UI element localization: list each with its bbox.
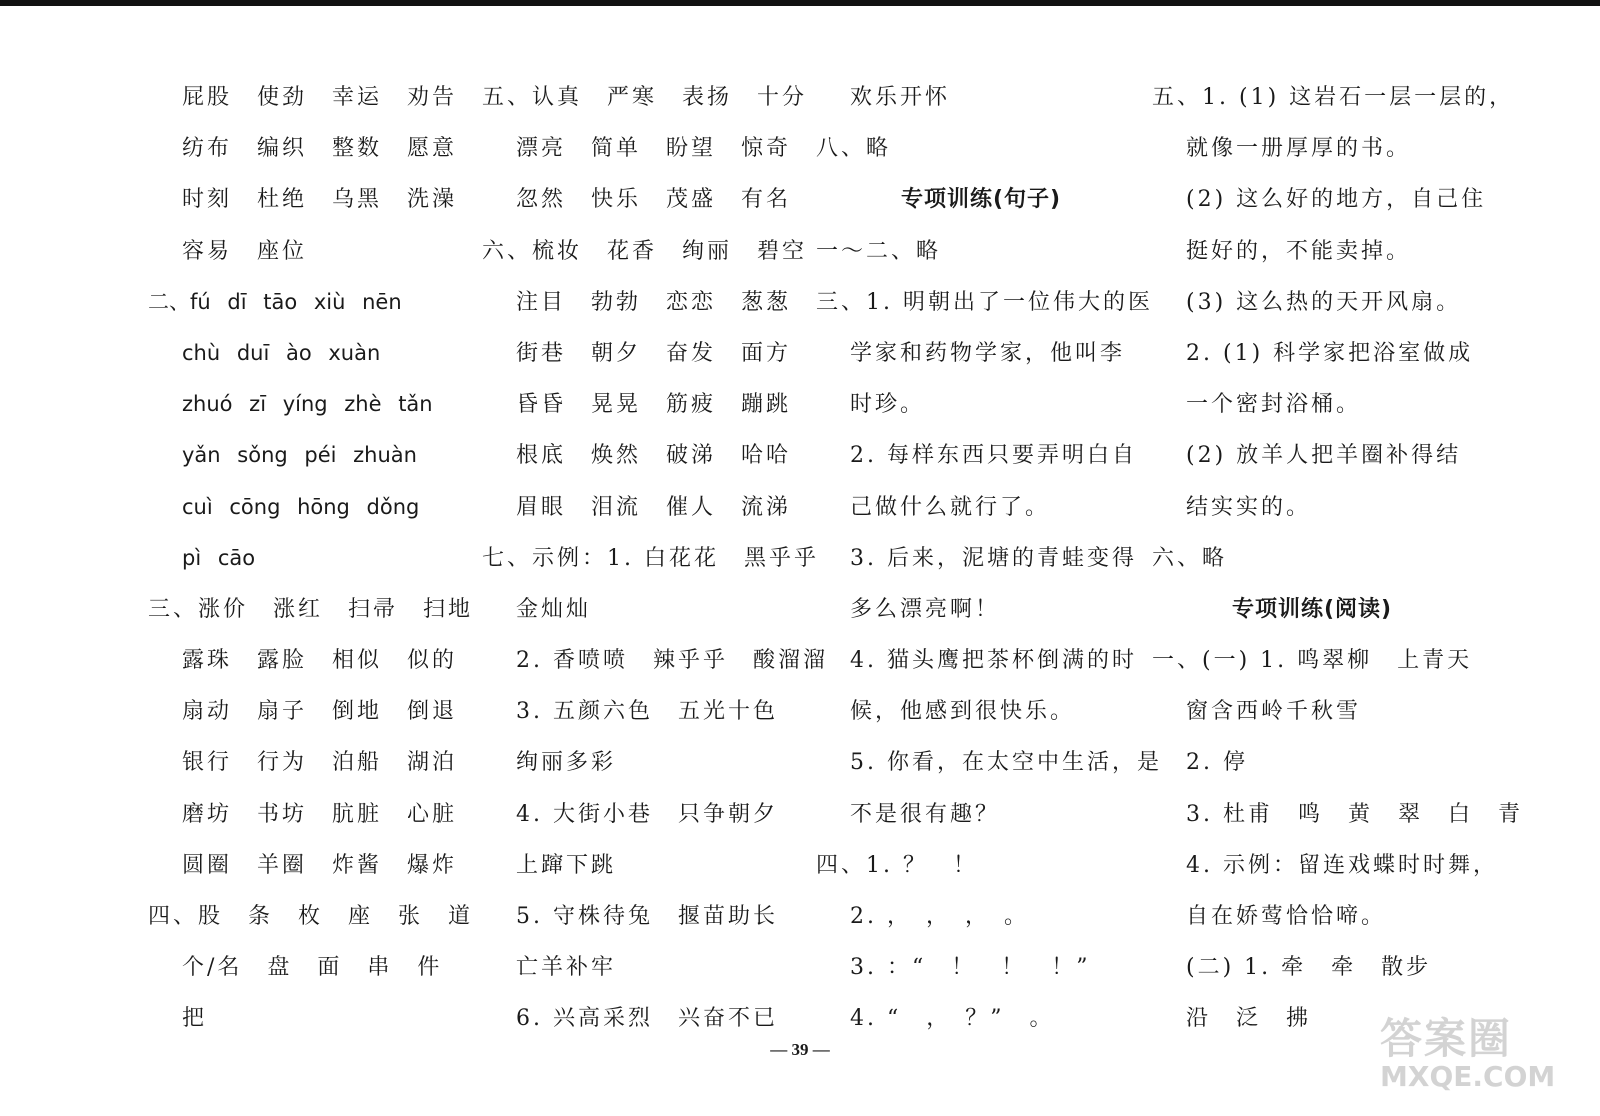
answer-line: 三、涨价 涨红 扫帚 扫地 — [148, 596, 474, 622]
answer-line: 2. (1) 科学家把浴室做成 — [1186, 340, 1474, 366]
answer-line: 3. 杜甫 鸣 黄 翠 白 青 — [1186, 801, 1523, 827]
answer-line: 八、略 — [816, 136, 892, 162]
answer-line: 一个密封浴桶。 — [1186, 392, 1362, 418]
answer-line: 2. 香喷喷 辣乎乎 酸溜溜 — [516, 648, 828, 674]
answer-line: (2) 放羊人把羊圈补得结 — [1186, 443, 1462, 469]
answer-line: (3) 这么热的天开风扇。 — [1186, 289, 1462, 315]
answer-line: 学家和药物学家，他叫李 — [850, 340, 1126, 366]
top-border-rule — [0, 0, 1600, 6]
answer-column-2 — [482, 72, 828, 1045]
section-heading: 专项训练(阅读) — [1231, 596, 1393, 622]
answer-line: 绚丽多彩 — [516, 750, 617, 776]
answer-line: 金灿灿 — [516, 596, 592, 622]
answer-line: (二) 1. 牵 牵 散步 — [1186, 955, 1432, 981]
answer-line: 把 — [182, 1006, 208, 1032]
answer-line: 时刻 杜绝 乌黑 洗澡 — [182, 187, 458, 213]
answer-line: yǎn sǒng péi zhuàn — [182, 443, 417, 468]
answer-line: 根底 焕然 破涕 哈哈 — [516, 443, 792, 469]
answer-line: 挺好的，不能卖掉。 — [1186, 238, 1412, 264]
answer-line: pì cāo — [182, 545, 256, 570]
answer-line: 漂亮 简单 盼望 惊奇 — [516, 136, 792, 162]
page-number: — 39 — — [770, 1040, 830, 1059]
answer-line: 2. 每样东西只要弄明白自 — [850, 443, 1137, 469]
answer-line: 结实实的。 — [1186, 494, 1312, 520]
answer-line: 街巷 朝夕 奋发 面方 — [516, 340, 792, 366]
answer-line: 眉眼 泪流 催人 流涕 — [516, 494, 792, 520]
answer-line: 自在娇莺恰恰啼。 — [1186, 904, 1387, 929]
answer-line: 5. 守株待兔 揠苗助长 — [516, 904, 778, 929]
answer-column-3 — [816, 72, 1162, 1045]
answer-line: 圆圈 羊圈 炸酱 爆炸 — [182, 852, 458, 878]
answer-line: 欢乐开怀 — [850, 85, 951, 110]
answer-line: 6. 兴高采烈 兴奋不已 — [516, 1006, 778, 1032]
answer-line: 多么漂亮啊！ — [850, 596, 1001, 622]
answer-line: cuì cōng hōng dǒng — [182, 494, 420, 519]
answer-line: 六、梳妆 花香 绚丽 碧空 — [482, 238, 808, 264]
answer-line: 4. 大街小巷 只争朝夕 — [516, 801, 778, 827]
answer-line: 3. ：“ ！ ！ ！” — [850, 955, 1091, 981]
answer-line: 昏昏 晃晃 筋疲 蹦跳 — [516, 392, 792, 418]
watermark-top-text: 答案圈 — [1380, 1014, 1513, 1063]
answer-line: 上蹿下跳 — [516, 852, 617, 878]
watermark-bottom-text: MXQE.COM — [1380, 1060, 1556, 1093]
answer-line: 五、认真 严寒 表扬 十分 — [482, 85, 808, 110]
answer-line: 就像一册厚厚的书。 — [1186, 136, 1412, 162]
answer-line: 时珍。 — [850, 392, 926, 418]
answer-line: 2. 停 — [1186, 750, 1248, 776]
answer-line: 5. 你看，在太空中生活，是 — [850, 750, 1162, 776]
answer-line: 屁股 使劲 幸运 劝告 — [182, 85, 458, 110]
answer-line: 己做什么就行了。 — [850, 494, 1051, 520]
answer-line: 一、(一) 1. 鸣翠柳 上青天 — [1152, 648, 1473, 674]
answer-line: 4. 示例：留连戏蝶时时舞， — [1186, 852, 1498, 878]
answer-line: 露珠 露脸 相似 似的 — [182, 648, 458, 674]
answer-line: 候，他感到很快乐。 — [850, 699, 1076, 725]
answer-line: 3. 后来，泥塘的青蛙变得 — [850, 545, 1137, 571]
answer-line: 二、fú dī tāo xiù nēn — [148, 289, 402, 314]
answer-column-1 — [148, 72, 474, 1045]
answer-line: 忽然 快乐 茂盛 有名 — [516, 187, 792, 213]
answer-line: 五、1. (1) 这岩石一层一层的， — [1152, 85, 1515, 110]
answer-line: 不是很有趣？ — [850, 801, 1001, 827]
answer-line: 容易 座位 — [182, 238, 308, 264]
answer-line: 亡羊补牢 — [516, 955, 617, 981]
answer-line: 窗含西岭千秋雪 — [1186, 699, 1362, 725]
answer-line: 3. 五颜六色 五光十色 — [516, 699, 778, 725]
answer-line: 银行 行为 泊船 湖泊 — [182, 750, 458, 776]
answer-line: 三、1. 明朝出了一位伟大的医 — [816, 289, 1153, 315]
answer-line: 四、股 条 枚 座 张 道 — [148, 904, 474, 929]
answer-line: 个/名 盘 面 串 件 — [182, 955, 443, 981]
answer-line: 扇动 扇子 倒地 倒退 — [182, 699, 458, 725]
section-heading: 专项训练(句子) — [900, 187, 1062, 213]
answer-line: 4. “ ， ？” 。 — [850, 1006, 1055, 1032]
answer-line: 纺布 编织 整数 愿意 — [182, 136, 458, 162]
answer-line: (2) 这么好的地方，自己住 — [1186, 187, 1487, 213]
answer-line: chù duī ào xuàn — [182, 340, 381, 365]
answer-line: 六、略 — [1152, 545, 1228, 571]
answer-line: 磨坊 书坊 肮脏 心脏 — [182, 801, 458, 827]
answer-line: 一～二、略 — [816, 238, 942, 264]
answer-line: 沿 泛 拂 — [1186, 1006, 1312, 1032]
answer-line: zhuó zī yíng zhè tǎn — [182, 392, 433, 417]
answer-line: 七、示例：1. 白花花 黑乎乎 — [482, 545, 819, 571]
watermark-logo — [1380, 1016, 1580, 1100]
answer-line: 注目 勃勃 恋恋 葱葱 — [516, 289, 792, 315]
answer-line: 4. 猫头鹰把茶杯倒满的时 — [850, 648, 1137, 674]
answer-line: 四、1. ？ ！ — [816, 852, 978, 878]
answer-line: 2. ， ， ， 。 — [850, 904, 1029, 929]
